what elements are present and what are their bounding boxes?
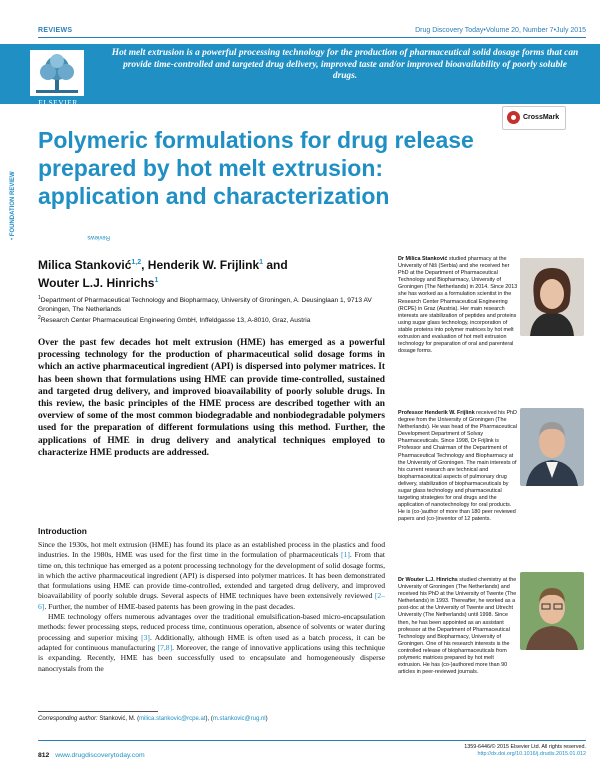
page-number: 812 (38, 752, 50, 759)
citation-link[interactable]: [2–6] (38, 591, 385, 611)
email-link[interactable]: milica.stankovic@rcpe.at (139, 716, 206, 722)
footer-left (38, 752, 145, 759)
author-name: Wouter L.J. Hinrichs (38, 276, 155, 290)
author-bio (398, 256, 518, 355)
footer-right (464, 744, 586, 759)
affiliations (38, 294, 383, 326)
crossmark-label: CrossMark (523, 114, 560, 121)
paragraph: HME technology offers numerous advantages over the traditional emulsification-based micro-encapsulation methods: fewer processing steps, reduced process time, continuous operation, absence of solvents or water during processing and superior mixing [3]. Additionally, although HME is often used as a batch process, it can be adapted for continuous manufacturing [7,8]. Moreover, the range of innovative applications using this technique is expanding. Recently, HME has been successfully used to encapsulate and homogeneously disperse nanocrystals from the (38, 612, 385, 673)
abstract: Over the past few decades hot melt extrusion (HME) has emerged as a powerful processing technology for the production of pharmaceutical solid dosage forms in which an active pharmaceutical ingredient (API) is dispersed into polymer matrices. It has been shown that formulations using HME can provide time-controlled, sustained and targeted drug delivery, and improved bioavailability of poorly soluble drugs. In this review, the basic principles of the HME process are described together with an overview of some of the most common biodegradable and nonbiodegradable polymers used for the preparation of different formulations using this method. Further, the applications of HME in drug delivery and analytical techniques employed to characterize HME products are addressed. (38, 338, 385, 458)
affiliation: $^2$Research Center Pharmaceutical Engineering GmbH, Inffeldgasse 13, A-8010, Graz, Austria (38, 315, 311, 325)
elsevier-logo (30, 50, 84, 96)
elsevier-wordmark: ELSEVIER (38, 98, 78, 107)
running-header (38, 26, 586, 38)
corresponding-author: Corresponding author: Stanković, M. (milica.stankovic@rcpe.at), (m.stankovic@rug.nl) (38, 716, 268, 722)
author-separator: , (141, 258, 148, 272)
copyright-line: 1359-6446/© 2015 Elsevier Ltd. All rights reserved. (464, 744, 586, 750)
doi-link[interactable]: http://dx.doi.org/10.1016/j.drudis.2015.01.012 (477, 751, 586, 758)
introduction-body (38, 540, 385, 674)
author-bio (398, 410, 518, 524)
author-photo (520, 408, 584, 486)
citation-link[interactable]: [1] (341, 550, 350, 560)
bio-text: studied chemistry at the University of Groningen (The Netherlands) and received his PhD at the University of Twente (The Netherlands) in 1993. Thereafter, he worked as a post-doc at the University of Twente and Utrecht University (The Netherlands) until 1998. Since then, he has been appointed as an assistant professor at the Department of Pharmaceutical Technology and Biopharmacy, University of Groningen. One of his research interests is the controlled release of biopharmaceuticals from polymeric matrices prepared by hot melt extrusion. He has (co-)authored more than 90 articles in peer-reviewed journals. (398, 577, 517, 676)
author-name: Milica Stanković (38, 258, 132, 272)
side-label: Reviews • FOUNDATION REVIEW (10, 171, 110, 240)
author-affiliation-marker: 1 (259, 259, 264, 266)
corresponding-label: Corresponding author: (38, 716, 98, 722)
teaser-text: Hot melt extrusion is a powerful processing technology for the production of pharmaceutical solid dosage forms that can provide time-controlled and targeted drug delivery, improved taste and/or improved bioavailability of poorly soluble drugs. (111, 48, 579, 82)
author-affiliation-marker: 1,2 (131, 259, 142, 266)
bio-name: Dr Milica Stanković (398, 256, 448, 262)
author-affiliation-marker: 1 (154, 277, 159, 284)
bio-name: Professor Henderik W. Frijlink (398, 410, 475, 416)
author-name: Henderik W. Frijlink (147, 258, 260, 272)
citation-link[interactable]: [3] (141, 632, 150, 642)
bio-name: Dr Wouter L.J. Hinrichs (398, 577, 458, 583)
section-heading: Introduction (38, 526, 87, 536)
paragraph: Since the 1930s, hot melt extrusion (HME) has found its place as an established process in the plastics and food industries. In the 1980s, HME was used for the first time in the formulation of pharmaceuticals [1]. From that time on, this technique has emerged as a potent processing technology for the development of solid dosage forms, in which the active pharmaceutical ingredient (API) is dispersed into polymer matrices. It has been demonstrated that formulations using HME can provide time-controlled, extended and targeted drug delivery, and improved bioavailability of poorly soluble drugs. Several aspects of HME techniques have been extensively reviewed [2–6]. Further, the number of HME-based patents has been growing in the past decades. (38, 540, 385, 611)
citation-link[interactable]: [7,8] (157, 642, 173, 652)
author-photo (520, 572, 584, 650)
crossmark-icon (507, 111, 520, 124)
side-label-bold: FOUNDATION REVIEW (10, 171, 16, 237)
section-label: REVIEWS (38, 27, 73, 34)
journal-url-link[interactable]: www.drugdiscoverytoday.com (55, 752, 145, 759)
crossmark-button[interactable] (502, 106, 566, 130)
footer-rule (38, 740, 586, 741)
journal-info: Drug Discovery Today•Volume 20, Number 7•July 2015 (415, 27, 586, 34)
bio-text: received his PhD degree from the University of Groningen (The Netherlands). He was head of the Pharmaceutical Development Department of Solvay Pharmaceuticals. Since 1998, Dr Frijlink is Professor and Chairman of the Department of Pharmaceutical Technology and Biopharmacy at the University of Groningen. The main interests of his current research are technical and biopharmaceutical aspects of pulmonary drug delivery, stabilization of biopharmaceuticals by sugar glass technology and pharmaceutical targeting strategies for oral drugs and the application of nanotechnology for oral products. He is (co-)author of more than 180 peer reviewed papers and (co-)inventor of 12 patents. (398, 410, 517, 523)
author-separator: and (263, 258, 288, 272)
author-list (38, 255, 378, 291)
header-rule (38, 37, 586, 38)
article-title: Polymeric formulations for drug release prepared by hot melt extrusion: application and characterization (38, 127, 474, 209)
bio-text: studied pharmacy at the University of Niš (Serbia) and she received her PhD at the Department of Pharmaceutical Technology and Biopharmacy, University of Groningen (The Netherlands) in 2014. Since 2013 she has worked as a formulation scientist in the Research Center Pharmaceutical Engineering (RCPE) in Graz (Austria). Her main research interests are stabilization of peptides and proteins using sugar glass technology, incorporation of stable proteins into polymer matrices by hot melt extrusion and evaluation of hot melt extrusion technology for preparation of oral and parenteral dosage forms. (398, 256, 518, 355)
email-link[interactable]: m.stankovic@rug.nl (212, 716, 266, 722)
affiliation: $^1$Department of Pharmaceutical Technology and Biopharmacy, University of Groningen, A. Deusinglaan 1, 9713 AV Groningen, The Netherlands (38, 295, 372, 313)
side-label-prefix: Reviews (87, 234, 110, 240)
author-bio (398, 577, 518, 676)
author-photo (520, 258, 584, 336)
footnote-rule (38, 711, 158, 712)
